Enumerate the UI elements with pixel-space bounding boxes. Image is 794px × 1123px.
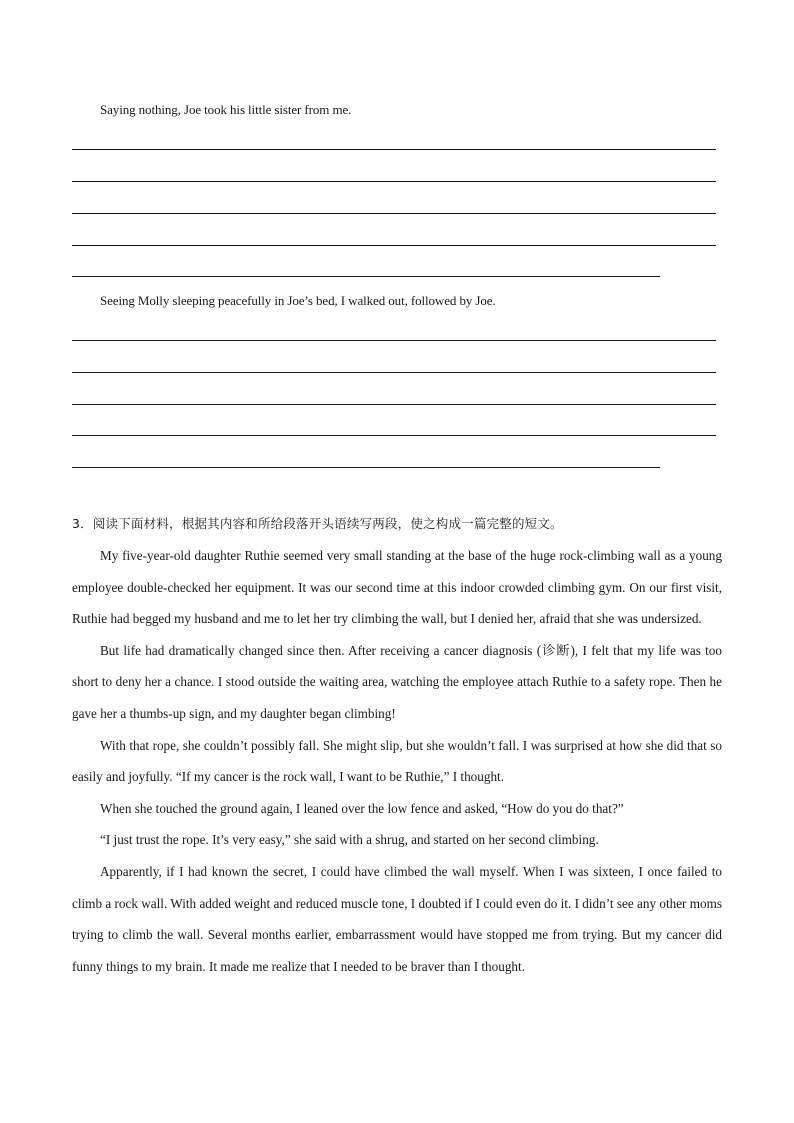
passage-paragraph: “I just trust the rope. It’s very easy,” she said with a shrug, and started on her second climbing.	[100, 832, 599, 848]
answer-line	[72, 149, 716, 150]
question-heading: 3．阅读下面材料，根据其内容和所给段落开头语续写两段，使之构成一篇完整的短文。	[72, 516, 563, 531]
reading-passage	[72, 540, 722, 982]
passage-paragraph: But life had dramatically changed since then. After receiving a cancer diagnosis (诊断), I felt that my life was too short to deny her a chance. I stood outside the waiting area, watching the employee attach Ruthie to a safety rope. Then he gave her a thumbs-up sign, and my daughter began climbing!	[72, 642, 722, 721]
continuation-prompt-2: Seeing Molly sleeping peacefully in Joe’s bed, I walked out, followed by Joe.	[100, 293, 496, 308]
answer-line	[72, 340, 716, 341]
passage-paragraph: My five-year-old daughter Ruthie seemed very small standing at the base of the huge rock-climbing wall as a young employee double-checked her equipment. It was our second time at this indoor crowded climbing gym. On our first visit, Ruthie had begged my husband and me to let her try climbing the wall, but I denied her, afraid that she was undersized.	[72, 548, 722, 627]
answer-line	[72, 245, 716, 246]
answer-line	[72, 467, 660, 468]
passage-paragraph: When she touched the ground again, I leaned over the low fence and asked, “How do you do that?”	[100, 800, 624, 816]
answer-line	[72, 404, 716, 405]
continuation-prompt-1: Saying nothing, Joe took his little sister from me.	[100, 102, 352, 117]
answer-line	[72, 435, 716, 436]
answer-line	[72, 372, 716, 373]
answer-line	[72, 181, 716, 182]
passage-paragraph: Apparently, if I had known the secret, I could have climbed the wall myself. When I was sixteen, I once failed to climb a rock wall. With added weight and reduced muscle tone, I doubted if I could even do it. I didn’t see any other moms trying to climb the wall. Several months earlier, embarrassment would have stopped me from trying. But my cancer did funny things to my brain. It made me realize that I needed to be braver than I thought.	[72, 863, 722, 974]
answer-line	[72, 213, 716, 214]
answer-line	[72, 276, 660, 277]
passage-paragraph: With that rope, she couldn’t possibly fall. She might slip, but she wouldn’t fall. I was surprised at how she did that so easily and joyfully. “If my cancer is the rock wall, I want to be Ruthie,” I thought.	[72, 737, 722, 785]
